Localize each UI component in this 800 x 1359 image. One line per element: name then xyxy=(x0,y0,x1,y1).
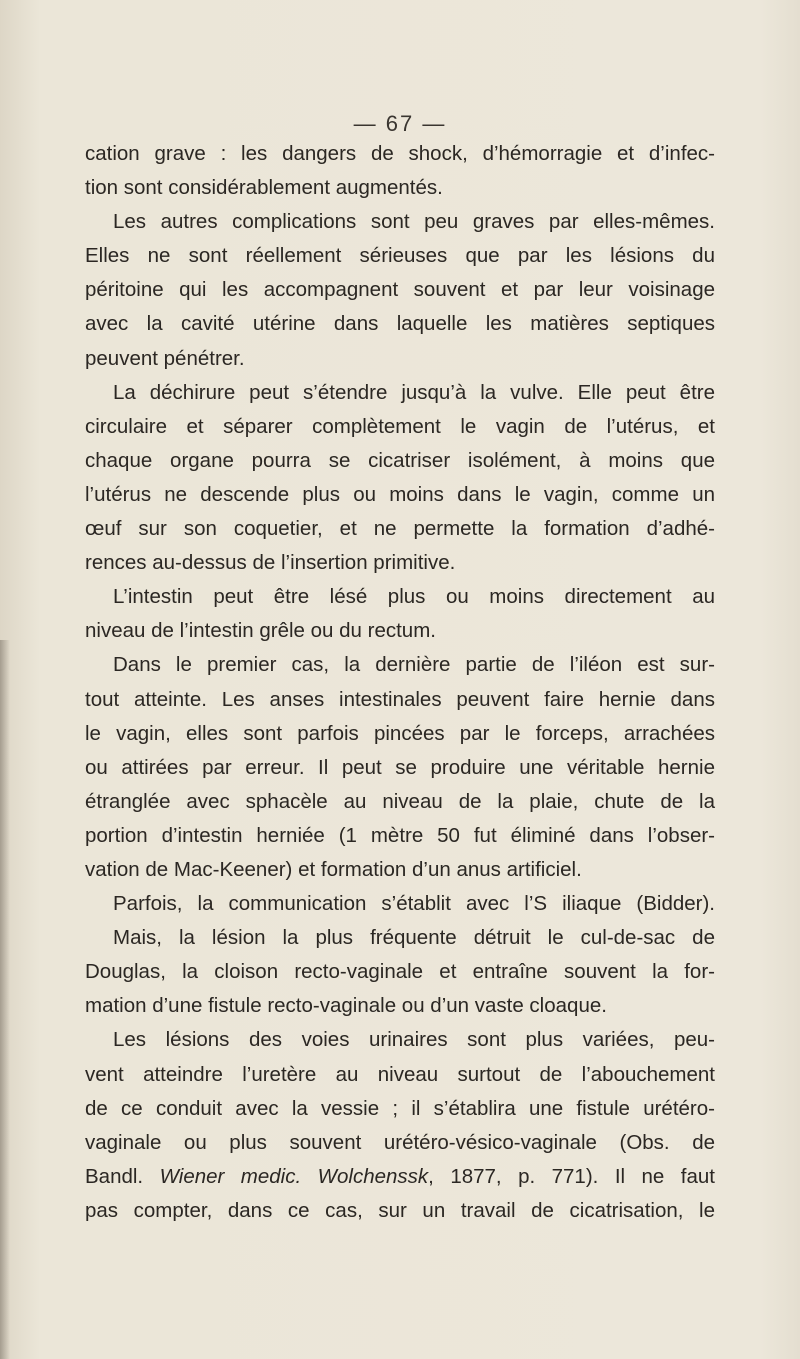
journal-title: Wiener medic. Wolchenssk xyxy=(159,1164,429,1188)
page-number: — 67 — xyxy=(353,111,447,136)
text-line: portion d’intestin herniée (1 mètre 50 fut éliminé dans l’obser- xyxy=(85,823,715,847)
text-line: ou attirées par erreur. Il peut se produire une véritable hernie xyxy=(85,755,715,779)
text-line: le vagin, elles sont parfois pincées par le forceps, arrachées xyxy=(85,721,715,745)
text-line: de ce conduit avec la vessie ; il s’établira une fistule urétéro- xyxy=(85,1096,715,1120)
text-line: Les autres complications sont peu graves par elles-mêmes. xyxy=(113,210,715,234)
text-line: Mais, la lésion la plus fréquente détruit le cul-de-sac de xyxy=(113,926,715,950)
text-line: mation d’une fistule recto-vaginale ou d’un vaste cloaque. xyxy=(85,994,607,1018)
text-line: Douglas, la cloison recto-vaginale et entraîne souvent la for- xyxy=(85,960,715,984)
text-line: étranglée avec sphacèle au niveau de la plaie, chute de la xyxy=(85,789,715,813)
text-line: peuvent pénétrer. xyxy=(85,346,245,370)
text-line: tion sont considérablement augmentés. xyxy=(85,176,443,200)
text-line: vation de Mac-Keener) et formation d’un anus artificiel. xyxy=(85,857,582,881)
text-line: pas compter, dans ce cas, sur un travail de cicatrisation, le xyxy=(85,1198,715,1222)
text-line: l’utérus ne descende plus ou moins dans le vagin, comme un xyxy=(85,482,715,506)
page-edge-shadow xyxy=(0,640,10,1359)
text-line: circulaire et séparer complètement le vagin de l’utérus, et xyxy=(85,414,715,438)
text-line: niveau de l’intestin grêle ou du rectum. xyxy=(85,619,436,643)
text-line: œuf sur son coquetier, et ne permette la formation d’adhé- xyxy=(85,517,715,541)
text-line: cation grave : les dangers de shock, d’hémorragie et d’infec- xyxy=(85,142,715,165)
text-line: L’intestin peut être lésé plus ou moins directement au xyxy=(113,585,715,609)
text-line: La déchirure peut s’étendre jusqu’à la vulve. Elle peut être xyxy=(113,380,715,404)
text-line: Parfois, la communication s’établit avec l’S iliaque (Bidder). xyxy=(113,892,715,916)
text-line: tout atteinte. Les anses intestinales peuvent faire hernie dans xyxy=(85,687,715,711)
text-line: Bandl. Wiener medic. Wolchenssk, 1877, p. 771). Il ne faut xyxy=(85,1164,715,1188)
text-line: péritoine qui les accompagnent souvent et par leur voisinage xyxy=(85,278,715,302)
text-line: Elles ne sont réellement sérieuses que par les lésions du xyxy=(85,244,715,268)
text-line: vaginale ou plus souvent urétéro-vésico-vaginale (Obs. de xyxy=(85,1130,715,1154)
text-line: rences au-dessus de l’insertion primitive. xyxy=(85,551,456,575)
body-text xyxy=(85,137,715,1228)
text-line: avec la cavité utérine dans laquelle les matières septiques xyxy=(85,312,715,336)
text-line: Les lésions des voies urinaires sont plus variées, peu- xyxy=(113,1028,715,1052)
text-line: Dans le premier cas, la dernière partie de l’iléon est sur- xyxy=(113,653,715,677)
text-line: vent atteindre l’uretère au niveau surtout de l’abouchement xyxy=(85,1062,715,1086)
text-line: chaque organe pourra se cicatriser isolément, à moins que xyxy=(85,448,715,472)
